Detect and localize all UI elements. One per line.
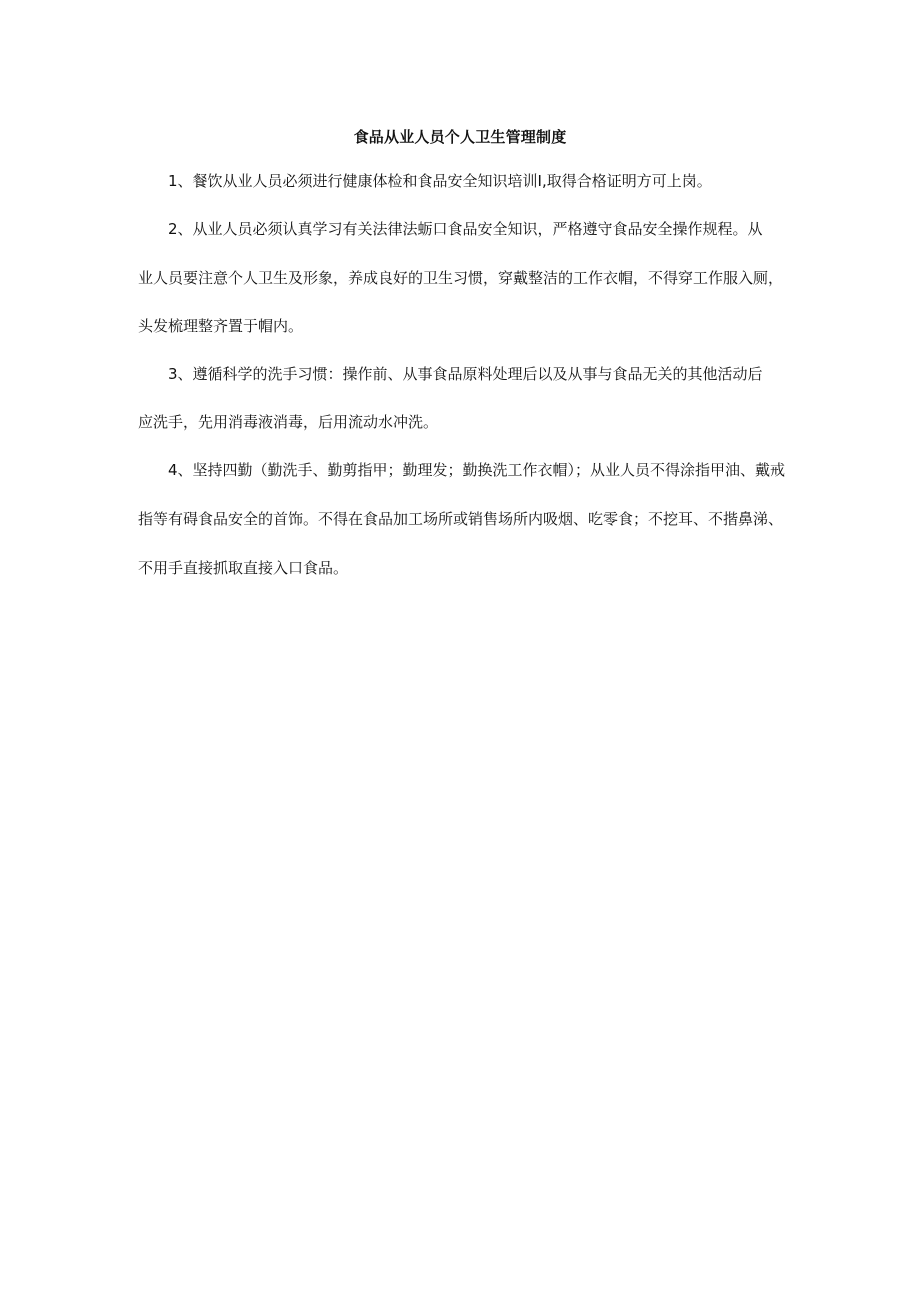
document-title: 食品从业人员个人卫生管理制度 (353, 128, 567, 146)
paragraph-4-line-1: 4、坚持四勤（勤洗手、勤剪指甲；勤理发；勤换洗工作衣帽）；从业人员不得涂指甲油、戴戒 (168, 461, 786, 479)
paragraph-2-line-3: 头发梳理整齐置于帽内。 (138, 317, 304, 335)
paragraph-2-line-2: 业人员要注意个人卫生及形象，养成良好的卫生习惯，穿戴整洁的工作衣帽，不得穿工作服入厕， (138, 269, 784, 287)
paragraph-4-line-2: 指等有碍食品安全的首饰。不得在食品加工场所或销售场所内吸烟、吃零食；不挖耳、不揩鼻涕、 (138, 510, 784, 528)
paragraph-2-line-1: 2、从业人员必须认真学习有关法律法蛎口食品安全知识，严格遵守食品安全操作规程。从 (168, 220, 763, 238)
paragraph-3-line-2: 应洗手，先用消毒液消毒，后用流动水冲洗。 (138, 413, 439, 431)
paragraph-1-line-1: 1、餐饮从业人员必须进行健康体检和食品安全知识培训Ⅰ,取得合格证明方可上岗。 (168, 172, 712, 190)
paragraph-4-line-3: 不用手直接抓取直接入口食品。 (138, 559, 349, 577)
paragraph-3-line-1: 3、遵循科学的洗手习惯：操作前、从事食品原料处理后以及从事与食品无关的其他活动后 (168, 365, 763, 383)
